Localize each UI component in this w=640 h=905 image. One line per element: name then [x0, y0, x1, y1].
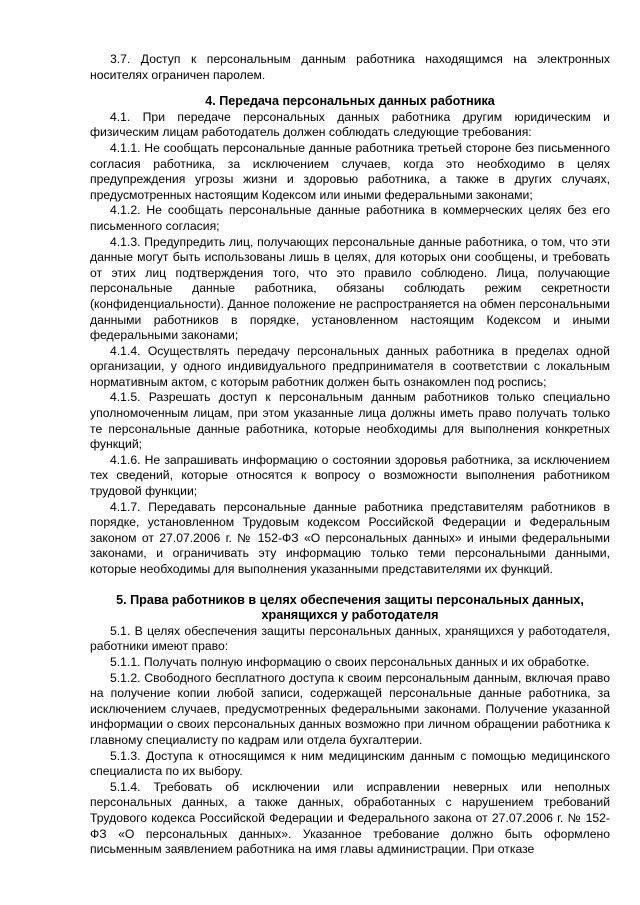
paragraph-5-1-1: 5.1.1. Получать полную информацию о своих персональных данных и их обработке. [110, 654, 590, 669]
paragraph-4-1: 4.1. При передаче персональных данных работника другим юридическим и физическим лицам работодатель должен соблюдать следующие требования: [90, 109, 610, 140]
paragraph-4-1-1: 4.1.1. Не сообщать персональные данные работника третьей стороне без письменного согласия работника, за исключением случаев, когда это необходимо в целях предупреждения угрозы жизни и здоровью работника, а также в других случаях, предусмотренных настоящим Кодексом или иными федеральными законами; [90, 140, 610, 202]
paragraph-4-1-6: 4.1.6. Не запрашивать информацию о состоянии здоровья работника, за исключением тех сведений, которые относятся к вопросу о возможности выполнения работником трудовой функции; [90, 452, 610, 499]
paragraph-5-1: 5.1. В целях обеспечения защиты персональных данных, хранящихся у работодателя, работники имеют право: [90, 623, 610, 654]
paragraph-4-1-3: 4.1.3. Предупредить лиц, получающих персональные данные работника, о том, что эти данные могут быть использованы лишь в целях, для которых они сообщены, и требовать от этих лиц подтверждения того, что это правило соблюдено. Лица, получающие персональные данные работника, обязаны соблюдать режим секретности (конфиденциальности). Данное положение не распространяется на обмен персональными данными работников в порядке, установленном настоящим Кодексом и иными федеральными законами; [90, 234, 610, 343]
paragraph-4-1-5: 4.1.5. Разрешать доступ к персональным данным работников только специально уполномоченным лицам, при этом указанные лица должны иметь право получать только те персональные данные работника, которые необходимы для выполнения конкретных функций; [90, 390, 610, 452]
section-5-heading [90, 593, 610, 624]
section-4-heading: 4. Передача персональных данных работника [205, 94, 495, 109]
paragraph-4-1-4: 4.1.4. Осуществлять передачу персональных данных работника в пределах одной организации, у одного индивидуального предпринимателя в соответствии с локальным нормативным актом, с которым работник должен быть ознакомлен под роспись; [90, 343, 610, 389]
paragraph-5-1-3: 5.1.3. Доступа к относящимся к ним медицинским данным с помощью медицинского специалиста по их выбору. [90, 748, 610, 779]
section-5-heading-line-2: хранящихся у работодателя [261, 608, 439, 623]
paragraph-5-1-4: 5.1.4. Требовать об исключении или исправлении неверных или неполных персональных данных, а также данных, обработанных с нарушением требований Трудового кодекса Российской Федерации и Федерального закона от 27.07.2006 г. № 152-ФЗ «О персональных данных». Указанное требование должно быть оформлено письменным заявлением работника на имя главы администрации. При отказе [90, 779, 610, 857]
paragraph-3-7: 3.7. Доступ к персональным данным работника находящимся на электронных носителях ограничен паролем. [90, 52, 610, 82]
paragraph-4-1-7: 4.1.7. Передавать персональные данные работника представителям работников в порядке, установленном Трудовым кодексом Российской Федерации и Федеральным законом от 27.07.2006 г. № 152-ФЗ «О персональных данных» и иными федеральными законами, и ограничивать эту информацию только теми персональными данными, которые необходимы для выполнения указанными представителями их функций. [90, 499, 610, 576]
paragraph-4-1-2: 4.1.2. Не сообщать персональные данные работника в коммерческих целях без его письменного согласия; [90, 203, 610, 233]
paragraph-5-1-2: 5.1.2. Свободного бесплатного доступа к своим персональным данным, включая право на получение копии любой записи, содержащей персональные данные работника, за исключением случаев, предусмотренных федеральными законами. Получение указанной информации о своих персональных данных возможно при личном обращении работника к главному специалисту по кадрам или отдела бухгалтерии. [90, 670, 610, 747]
section-5-heading-line-1: 5. Права работников в целях обеспечения защиты персональных данных, [116, 592, 584, 607]
document-page [90, 52, 610, 858]
